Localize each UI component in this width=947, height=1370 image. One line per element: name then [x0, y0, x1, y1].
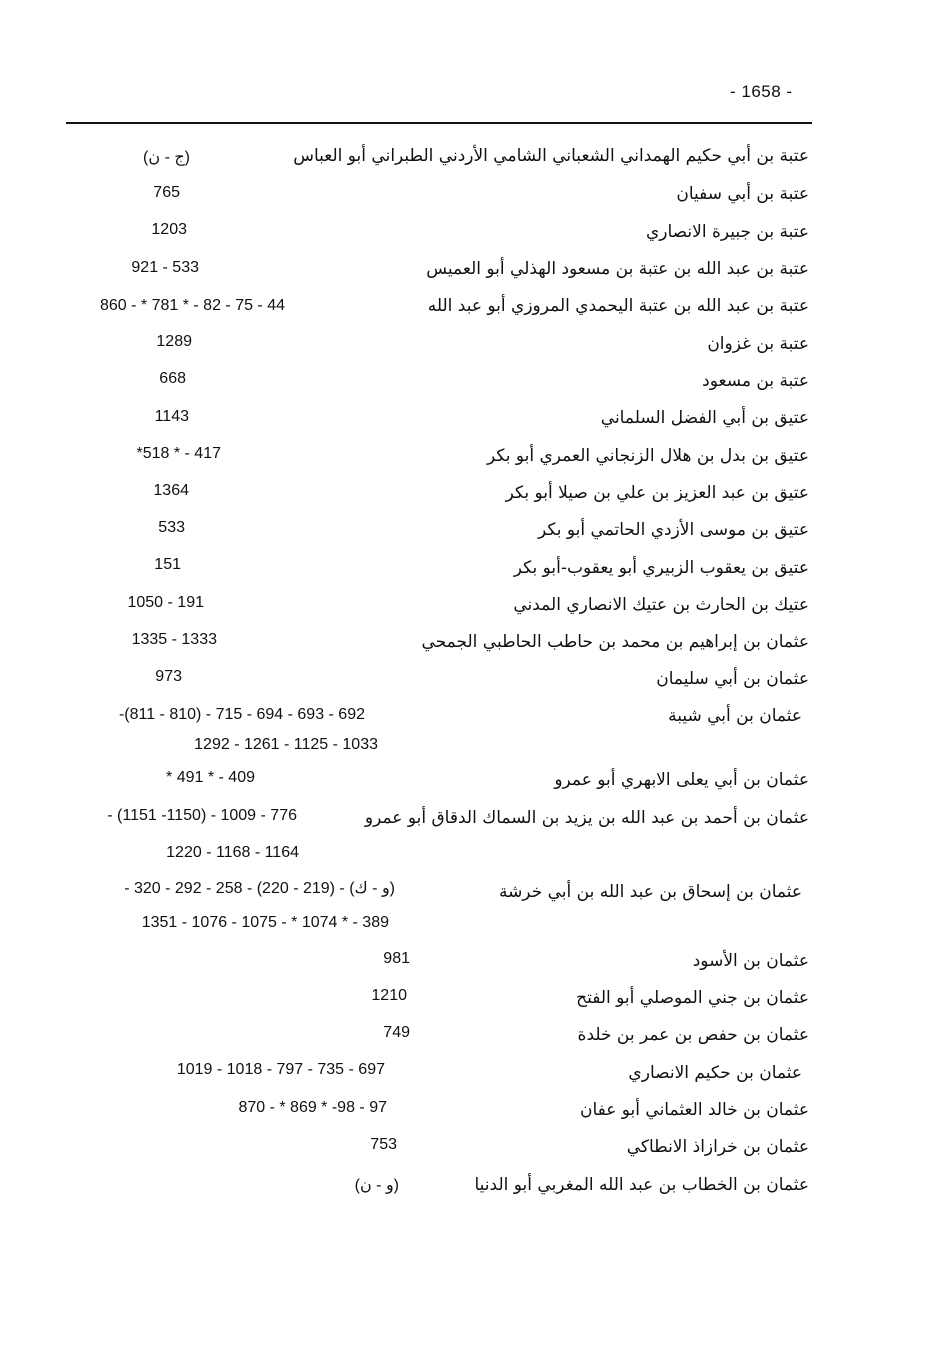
entry-name: عتبة بن مسعود: [702, 371, 809, 391]
entry-name: عتبة بن عبد الله بن عتبة اليحمدي المروزي أبو عبد الله: [427, 296, 809, 316]
entry-name: عتيك بن الحارث بن عتيك الانصاري المدني: [513, 595, 809, 615]
entry-name: عتبة بن أبي سفيان: [676, 184, 809, 204]
entry-name: عثمان بن أبي شيبة: [668, 706, 802, 726]
entry-ref: 1019 - 1018 - 797 - 735 - 697: [176, 1061, 385, 1078]
entry-ref: 981: [383, 950, 410, 967]
entry-name: عثمان بن إسحاق بن عبد الله بن أبي خرشة: [498, 882, 802, 902]
entry-name: عتبة بن جبيرة الانصاري: [645, 222, 809, 242]
entry-ref: 1335 - 1333: [131, 631, 217, 648]
entry-ref: (ج - ن): [143, 149, 190, 166]
entry-name: عتبة بن غزوان: [707, 334, 809, 354]
page-number: - 1658 -: [730, 82, 793, 101]
entry-name: عتيق بن عبد العزيز بن علي بن صيلا أبو بكر: [505, 483, 809, 503]
entry-ref: 533: [158, 519, 185, 536]
entry-name: عثمان بن الخطاب بن عبد الله المغربي أبو الدنيا: [474, 1175, 809, 1195]
entry-name: عثمان بن حكيم الانصاري: [628, 1063, 802, 1083]
entry-ref: 1364: [153, 482, 189, 499]
entry-ref: *518 * - 417: [136, 445, 221, 462]
entry-ref: 668: [159, 370, 186, 387]
entry-ref: 1050 - 191: [127, 594, 204, 611]
entry-ref: 151: [154, 556, 181, 573]
entry-ref: -(811 - 810) - 715 - 694 - 693 - 692: [118, 706, 365, 723]
entry-name: عثمان بن أبي سليمان: [656, 669, 809, 689]
entry-name: عثمان بن جني الموصلي أبو الفتح: [576, 988, 809, 1008]
entry-name: عثمان بن الأسود: [692, 951, 809, 971]
entry-name: عثمان بن أحمد بن عبد الله بن يزيد بن السماك الدقاق أبو عمرو: [364, 808, 809, 828]
entry-name: عتيق بن أبي الفضل السلماني: [600, 408, 809, 428]
entry-ref: 1292 - 1261 - 1125 - 1033: [194, 736, 378, 753]
entry-ref: 870 - * 869 * -98 - 97: [238, 1099, 387, 1116]
entry-name: عثمان بن أبي يعلى الابهري أبو عمرو: [554, 770, 809, 790]
entry-ref: - (1151 -1150) - 1009 - 776: [107, 807, 297, 824]
entry-ref: 753: [370, 1136, 397, 1153]
entry-ref: 921 - 533: [131, 259, 199, 276]
entry-name: عتيق بن موسى الأزدي الحاتمي أبو بكر: [537, 520, 809, 540]
entry-name: عثمان بن خالد العثماني أبو عفان: [579, 1100, 809, 1120]
entry-ref: 973: [155, 668, 182, 685]
header-rule: [66, 122, 812, 124]
entry-ref: 1220 - 1168 - 1164: [166, 844, 299, 861]
entry-ref: * 491 * - 409: [166, 769, 255, 786]
entry-name: عتبة بن عبد الله بن عتبة بن مسعود الهذلي أبو العميس: [426, 259, 809, 279]
entry-ref: 765: [153, 184, 180, 201]
entry-ref: 749: [383, 1024, 410, 1041]
entry-ref: 1210: [371, 987, 407, 1004]
entry-name: عثمان بن إبراهيم بن محمد بن حاطب الحاطبي الجمحي: [421, 632, 809, 652]
entry-name: عتيق بن يعقوب الزبيري أبو يعقوب-أبو بكر: [513, 558, 809, 578]
entry-name: عتيق بن بدل بن هلال الزنجاني العمري أبو بكر: [486, 446, 809, 466]
entry-ref: 860 - * 781 * - 82 - 75 - 44: [100, 297, 285, 314]
entry-ref: 1289: [156, 333, 192, 350]
entry-ref: (و - ن): [354, 1177, 399, 1194]
entry-ref: 1143: [154, 408, 189, 425]
entry-name: عتبة بن أبي حكيم الهمداني الشعباني الشامي الأردني الطبراني أبو العباس: [293, 146, 809, 166]
entry-ref: 1351 - 1076 - 1075 - * 1074 * - 389: [141, 914, 389, 931]
entry-name: عثمان بن حفص بن عمر بن خلدة: [577, 1025, 809, 1045]
entry-name: عثمان بن خرازاذ الانطاكي: [626, 1137, 809, 1157]
entry-ref: - 320 - 292 - 258 - (220 - 219) - (و - ك): [124, 880, 395, 897]
entry-ref: 1203: [151, 221, 187, 238]
